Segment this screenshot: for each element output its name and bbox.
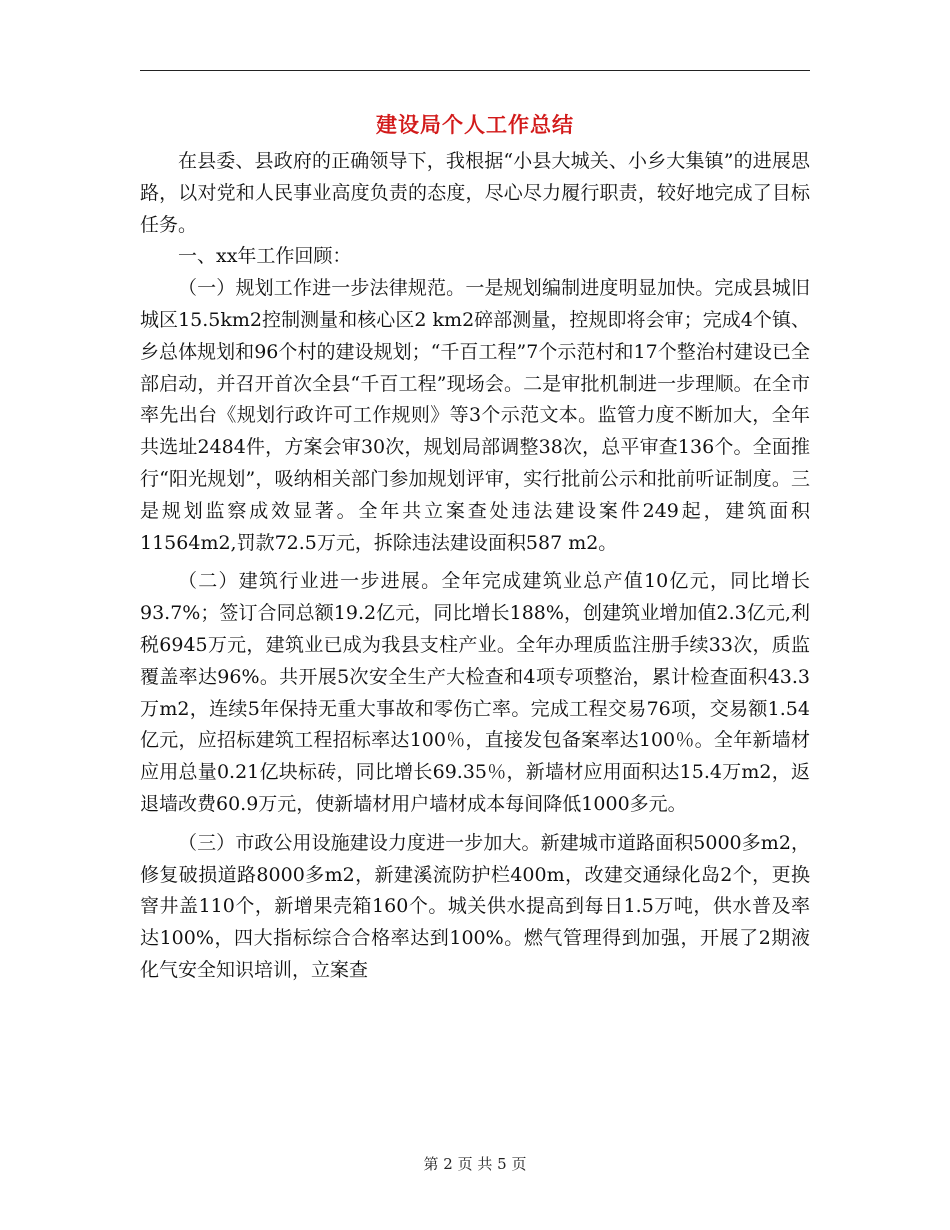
document-title: 建设局个人工作总结 [376,112,574,137]
section-heading: 一、xx年工作回顾： [178,245,352,268]
header-rule [140,70,810,71]
paragraph-municipal: （三）市政公用设施建设力度进一步加大。新建城市道路面积5000多m2，修复破损道路8000多m2，新建溪流防护栏400m，改建交通绿化岛2个，更换窨井盖110个，新增果壳箱160个。城关供水提高到每日1.5万吨，供水普及率达100%，四大指标综合合格率达到100%。燃气管理得到加强，开展了2期液化气安全知识培训，立案查 [140,831,810,981]
document-body [140,146,810,987]
paragraph-construction: （二）建筑行业进一步进展。全年完成建筑业总产值10亿元，同比增长93.7%；签订合同总额19.2亿元，同比增长188%，创建筑业增加值2.3亿元,利税6945万元，建筑业已成为我县支柱产业。全年办理质监注册手续33次，质监覆盖率达96%。共开展5次安全生产大检查和4项专项整治，累计检查面积43.3万m2，连续5年保持无重大事故和零伤亡率。完成工程交易76项，交易额1.54亿元，应招标建筑工程招标率达100％，直接发包备案率达100％。全年新墙材应用总量0.21亿块标砖，同比增长69.35％，新墙材应用面积达15.4万m2，返退墙改费60.9万元，使新墙材用户墙材成本每间降低1000多元。 [140,570,810,815]
paragraph-planning: （一）规划工作进一步法律规范。一是规划编制进度明显加快。完成县城旧城区15.5km2控制测量和核心区2 km2碎部测量，控规即将会审；完成4个镇、乡总体规划和96个村的建设规划；“千百工程”7个示范村和17个整治村建设已全部启动，并召开首次全县“千百工程”现场会。二是审批机制进一步理顺。在全市率先出台《规划行政许可工作规则》等3个示范文本。监管力度不断加大，全年共选址2484件，方案会审30次，规划局部调整38次，总平审查136个。全面推行“阳光规划”，吸纳相关部门参加规划评审，实行批前公示和批前听证制度。三是规划监察成效显著。全年共立案查处违法建设案件249起，建筑面积11564m2,罚款72.5万元，拆除违法建设面积587 m2。 [140,277,810,554]
paragraph-intro: 在县委、县政府的正确领导下，我根据“小县大城关、小乡大集镇”的进展思路，以对党和人民事业高度负责的态度，尽心尽力履行职责，较好地完成了目标任务。 [140,150,810,236]
page-number: 第 2 页 共 5 页 [423,1155,527,1173]
